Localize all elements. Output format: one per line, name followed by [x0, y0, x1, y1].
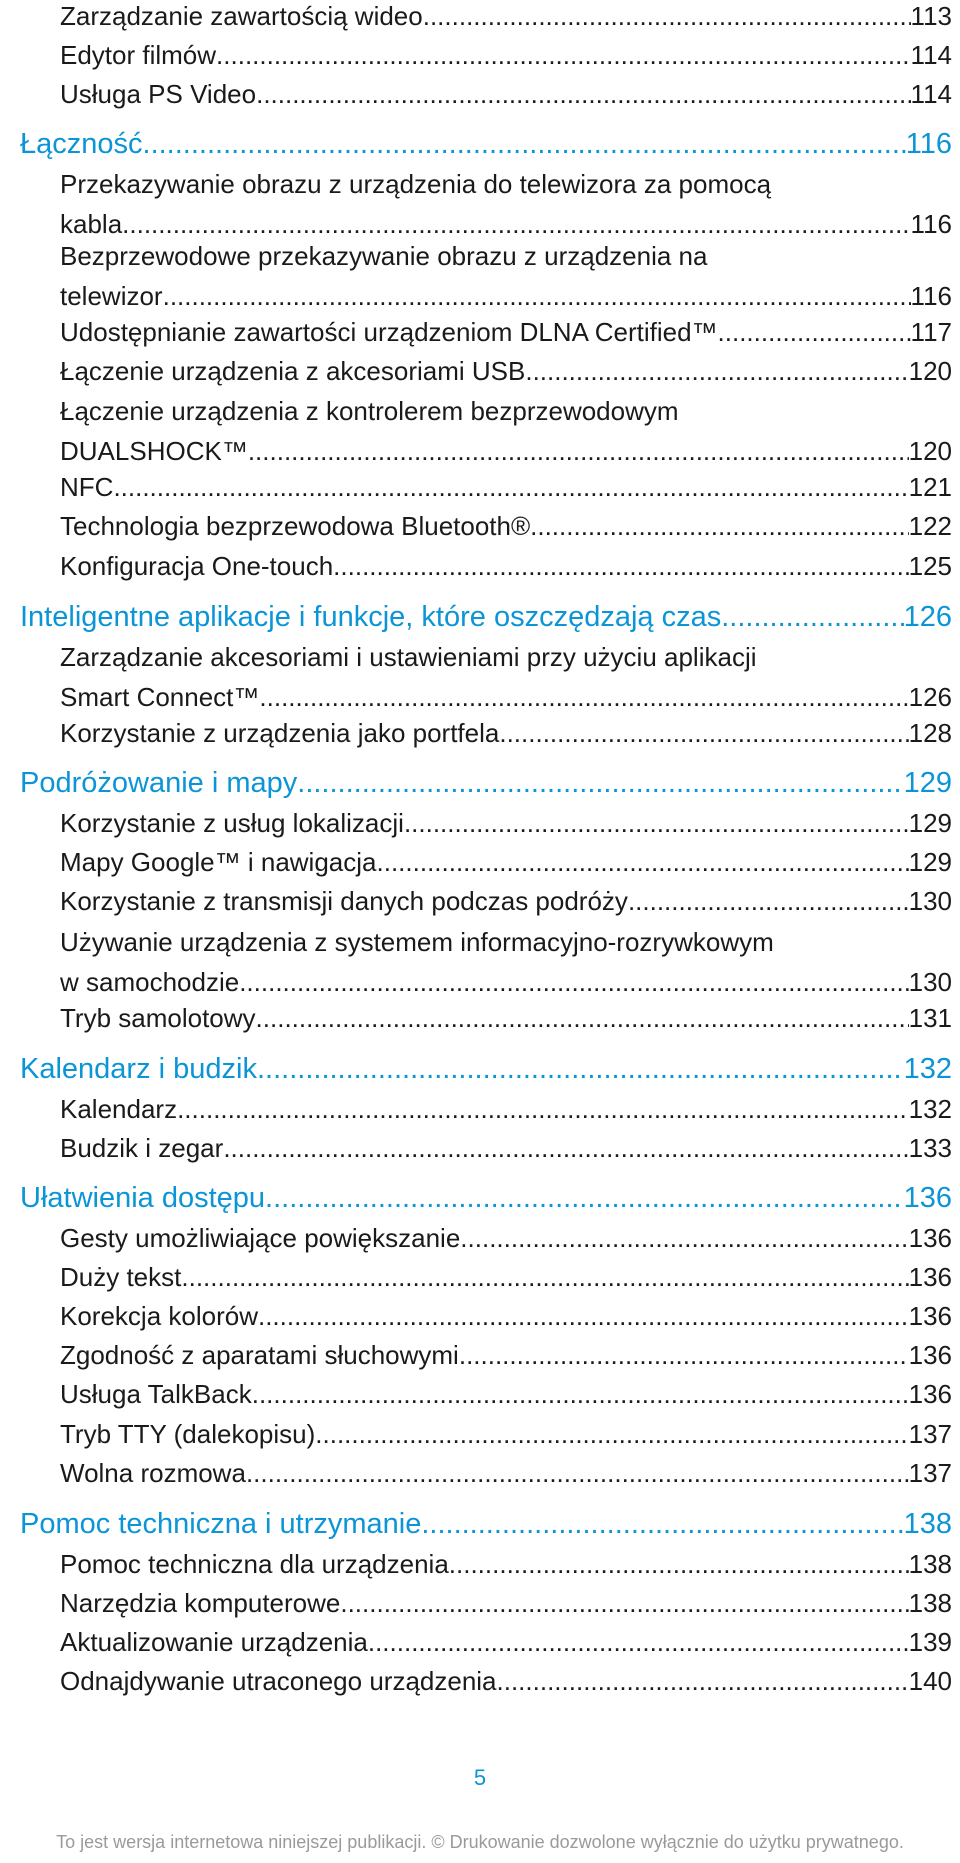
- toc-entry-title: Zgodność z aparatami słuchowymi: [60, 1340, 459, 1370]
- toc-section-title: Ułatwienia dostępu: [20, 1182, 266, 1214]
- toc-entry[interactable]: [60, 1544, 952, 1584]
- toc-entry-page: 125: [908, 551, 952, 581]
- toc-entry[interactable]: [60, 164, 952, 244]
- toc-section-title: Łączność: [20, 128, 143, 160]
- toc-section[interactable]: [20, 763, 952, 803]
- toc-section[interactable]: [20, 1178, 952, 1218]
- toc-entry-title-line: Łączenie urządzenia z kontrolerem bezprzewodowym: [60, 396, 679, 426]
- toc-entry[interactable]: [60, 1414, 952, 1454]
- toc-entry-page: 136: [908, 1301, 952, 1331]
- toc-entry[interactable]: [60, 637, 952, 717]
- toc-leader: [459, 1335, 909, 1375]
- toc-entry-page: 138: [908, 1588, 952, 1618]
- toc-entry[interactable]: [60, 467, 952, 507]
- toc-leader: [315, 1414, 908, 1454]
- toc-leader: [340, 1583, 908, 1623]
- toc-entry-page: 117: [910, 317, 952, 347]
- toc-entry[interactable]: [60, 74, 952, 114]
- toc-entry-title: Technologia bezprzewodowa Bluetooth®: [60, 511, 531, 541]
- toc-entry[interactable]: [60, 1218, 952, 1258]
- toc-entry[interactable]: [60, 998, 952, 1038]
- toc-entry-title-line: Zarządzanie akcesoriami i ustawieniami przy użyciu aplikacji: [60, 642, 757, 672]
- toc-section-page: 129: [903, 767, 952, 799]
- toc-leader: [377, 842, 909, 882]
- toc-entry-title: Aktualizowanie urządzenia: [60, 1627, 368, 1657]
- toc-entry[interactable]: [60, 713, 952, 753]
- toc-entry-page: 136: [908, 1223, 952, 1253]
- toc-entry-page: 116: [910, 209, 952, 239]
- toc-entry[interactable]: [60, 1089, 952, 1129]
- toc-leader: [216, 35, 911, 75]
- toc-entry[interactable]: [60, 881, 952, 921]
- toc-entry[interactable]: [60, 1335, 952, 1375]
- toc-leader: [258, 1296, 909, 1336]
- toc-leader: [265, 1178, 904, 1218]
- toc-entry[interactable]: [60, 506, 952, 546]
- toc-entry-page: 139: [908, 1627, 952, 1657]
- toc-entry-title: Smart Connect™: [60, 682, 260, 712]
- toc-leader: [423, 0, 911, 36]
- toc-entry[interactable]: [60, 35, 952, 75]
- toc-section-page: 126: [903, 601, 952, 633]
- toc-entry[interactable]: [60, 803, 952, 843]
- toc-entry-title: telewizor: [60, 281, 163, 311]
- toc-leader: [257, 1049, 904, 1089]
- toc-entry[interactable]: [60, 1453, 952, 1493]
- toc-leader: [421, 1504, 903, 1544]
- toc-entry[interactable]: [60, 842, 952, 882]
- toc-entry-title: Odnajdywanie utraconego urządzenia: [60, 1666, 497, 1696]
- toc-leader: [530, 506, 908, 546]
- toc-leader: [259, 677, 908, 717]
- toc-entry-title-line: Bezprzewodowe przekazywanie obrazu z urządzenia na: [60, 241, 708, 271]
- toc-entry-page: 132: [908, 1094, 952, 1124]
- footer-notice: To jest wersja internetowa niniejszej publikacji. © Drukowanie dozwolone wyłącznie do użytku prywatnego.: [56, 1832, 904, 1852]
- toc-entry[interactable]: [60, 546, 952, 586]
- toc-entry-title: Narzędzia komputerowe: [60, 1588, 341, 1618]
- toc-entry-title: Tryb TTY (dalekopisu): [60, 1419, 316, 1449]
- toc-entry-page: 120: [908, 356, 952, 386]
- toc-section-title: Pomoc techniczna i utrzymanie: [20, 1508, 422, 1540]
- toc-section-page: 116: [905, 128, 952, 160]
- toc-entry-title: Łączenie urządzenia z akcesoriami USB: [60, 356, 526, 386]
- toc-entry-title: Wolna rozmowa: [60, 1458, 246, 1488]
- toc-entry-page: 133: [908, 1133, 952, 1163]
- toc-entry-page: 136: [908, 1340, 952, 1370]
- toc-entry-page: 130: [908, 967, 952, 997]
- toc-leader: [297, 763, 903, 803]
- toc-entry-page: 138: [908, 1549, 952, 1579]
- toc-entry-title: Edytor filmów: [60, 40, 217, 70]
- toc-leader: [256, 74, 910, 114]
- toc-leader: [628, 881, 909, 921]
- toc-leader: [333, 546, 908, 586]
- toc-entry-page: 120: [908, 436, 952, 466]
- toc-section-page: 132: [903, 1053, 952, 1085]
- toc-entry-page: 136: [908, 1379, 952, 1409]
- toc-section-title: Kalendarz i budzik: [20, 1053, 257, 1085]
- toc-entry[interactable]: [60, 1374, 952, 1414]
- toc-entry-page: 116: [910, 281, 952, 311]
- toc-entry-title: Udostępnianie zawartości urządzeniom DLNA Certified™: [60, 317, 718, 347]
- toc-entry-title: kabla: [60, 209, 123, 239]
- toc-entry-title: Korekcja kolorów: [60, 1301, 258, 1331]
- toc-entry-title: Duży tekst: [60, 1262, 182, 1292]
- toc-entry-title: Tryb samolotowy: [60, 1003, 256, 1033]
- page-number: 5: [473, 1765, 487, 1790]
- toc-entry[interactable]: [60, 312, 952, 352]
- toc-leader: [256, 998, 909, 1038]
- toc-entry-page: 130: [908, 886, 952, 916]
- toc-entry-title: Zarządzanie zawartością wideo: [60, 1, 423, 31]
- toc-leader: [721, 597, 903, 637]
- toc-leader: [143, 124, 906, 164]
- toc-leader: [497, 1661, 909, 1701]
- toc-entry-title: Pomoc techniczna dla urządzenia: [60, 1549, 449, 1579]
- toc-leader: [368, 1622, 909, 1662]
- toc-leader: [163, 276, 911, 316]
- toc-section-page: 136: [903, 1182, 952, 1214]
- toc-entry[interactable]: [60, 0, 952, 36]
- toc-entry-page: 122: [908, 511, 952, 541]
- toc-entry-page: 129: [908, 847, 952, 877]
- toc-leader: [177, 1089, 909, 1129]
- toc-entry-page: 113: [910, 1, 952, 31]
- toc-section[interactable]: [20, 124, 952, 164]
- toc-section[interactable]: [20, 597, 952, 637]
- toc-leader: [239, 962, 908, 1002]
- toc-entry-title: NFC: [60, 472, 114, 502]
- toc-entry-title-line: Przekazywanie obrazu z urządzenia do telewizora za pomocą: [60, 169, 772, 199]
- toc-entry-title: Usługa TalkBack: [60, 1379, 252, 1409]
- toc-entry-page: 121: [908, 472, 952, 502]
- toc-entry-page: 129: [908, 808, 952, 838]
- toc-entry-title: Konfiguracja One-touch: [60, 551, 334, 581]
- toc-entry-title: Korzystanie z transmisji danych podczas podróży: [60, 886, 628, 916]
- toc-entry[interactable]: [60, 1583, 952, 1623]
- toc-entry-page: 140: [908, 1666, 952, 1696]
- toc-entry-page: 126: [908, 682, 952, 712]
- toc-entry-title: DUALSHOCK™: [60, 436, 248, 466]
- toc-leader: [223, 1128, 908, 1168]
- toc-entry-title: Mapy Google™ i nawigacja: [60, 847, 377, 877]
- toc-entry[interactable]: [60, 1128, 952, 1168]
- toc-entry-title: w samochodzie: [60, 967, 240, 997]
- toc-section-title: Inteligentne aplikacje i funkcje, które oszczędzają czas: [20, 601, 722, 633]
- toc-entry[interactable]: [60, 236, 952, 316]
- toc-entry[interactable]: [60, 1296, 952, 1336]
- toc-leader: [499, 713, 908, 753]
- toc-leader: [525, 351, 908, 391]
- toc-section-page: 138: [903, 1508, 952, 1540]
- toc-entry[interactable]: [60, 391, 952, 471]
- toc-entry[interactable]: [60, 922, 952, 1002]
- toc-entry-title: Kalendarz: [60, 1094, 178, 1124]
- toc-entry-page: 131: [908, 1003, 952, 1033]
- toc-entry-page: 137: [908, 1419, 952, 1449]
- toc-entry-title: Usługa PS Video: [60, 79, 257, 109]
- toc-entry-title: Korzystanie z usług lokalizacji: [60, 808, 404, 838]
- toc-leader: [248, 431, 909, 471]
- toc-entry-page: 136: [908, 1262, 952, 1292]
- toc-entry[interactable]: [60, 1257, 952, 1297]
- toc-section-title: Podróżowanie i mapy: [20, 767, 298, 799]
- toc-leader: [404, 803, 909, 843]
- toc-entry-page: 114: [910, 40, 952, 70]
- toc-leader: [718, 312, 911, 352]
- toc-section[interactable]: [20, 1049, 952, 1089]
- toc-entry-title: Korzystanie z urządzenia jako portfela: [60, 718, 500, 748]
- toc-entry-page: 114: [910, 79, 952, 109]
- toc-section[interactable]: [20, 1504, 952, 1544]
- toc-leader: [252, 1374, 909, 1414]
- toc-entry[interactable]: [60, 1661, 952, 1701]
- toc-entry-page: 128: [908, 718, 952, 748]
- toc-entry[interactable]: [60, 351, 952, 391]
- toc-leader: [449, 1544, 909, 1584]
- toc-entry-title: Budzik i zegar: [60, 1133, 224, 1163]
- toc-entry-page: 137: [908, 1458, 952, 1488]
- toc-leader: [460, 1218, 908, 1258]
- toc-entry-title-line: Używanie urządzenia z systemem informacyjno-rozrywkowym: [60, 927, 774, 957]
- toc-leader: [113, 467, 908, 507]
- toc-entry-title: Gesty umożliwiające powiększanie: [60, 1223, 461, 1253]
- toc-entry[interactable]: [60, 1622, 952, 1662]
- toc-leader: [246, 1453, 909, 1493]
- toc-leader: [181, 1257, 908, 1297]
